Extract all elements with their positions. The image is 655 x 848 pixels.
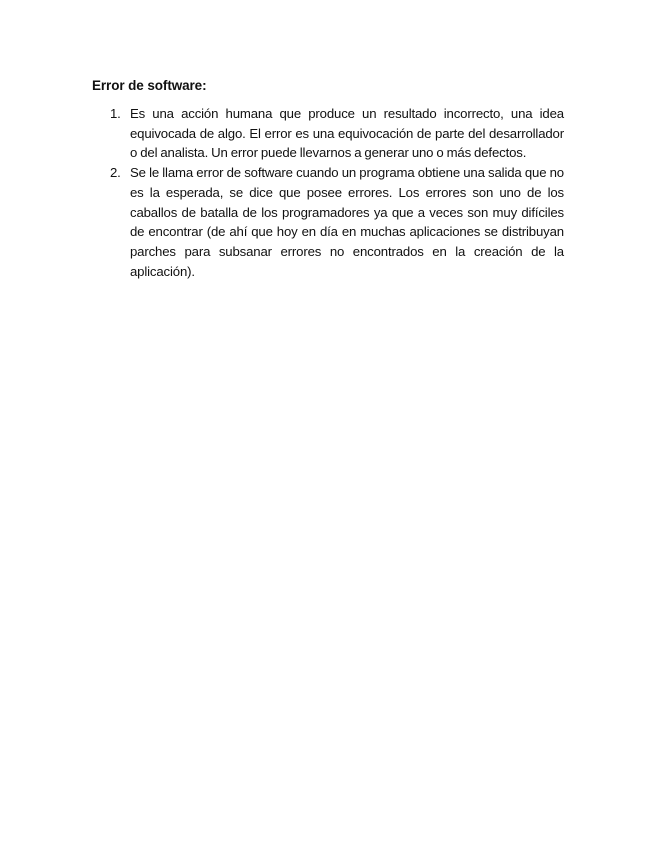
- list-item-text: Se le llama error de software cuando un programa obtiene una salida que no es la esperada, se dice que posee errores. Los errores son uno de los caballos de batalla de los programadores ya que a veces son muy difíciles de encontrar (de ahí que hoy en día en muchas aplicaciones se distribuyan parches para subsanar errores no encontrados en la creación de la aplicación).: [130, 165, 564, 279]
- list-item: [92, 104, 564, 163]
- section-heading: Error de software:: [92, 78, 207, 93]
- list-item: [92, 163, 564, 281]
- list-item-number: 2.: [110, 165, 121, 181]
- numbered-list: [92, 104, 564, 281]
- list-item-text: Es una acción humana que produce un resultado incorrecto, una idea equivocada de algo. El error es una equivocación de parte del desarrollador o del analista. Un error puede llevarnos a generar uno o más defectos.: [130, 106, 564, 161]
- list-item-number: 1.: [110, 106, 121, 121]
